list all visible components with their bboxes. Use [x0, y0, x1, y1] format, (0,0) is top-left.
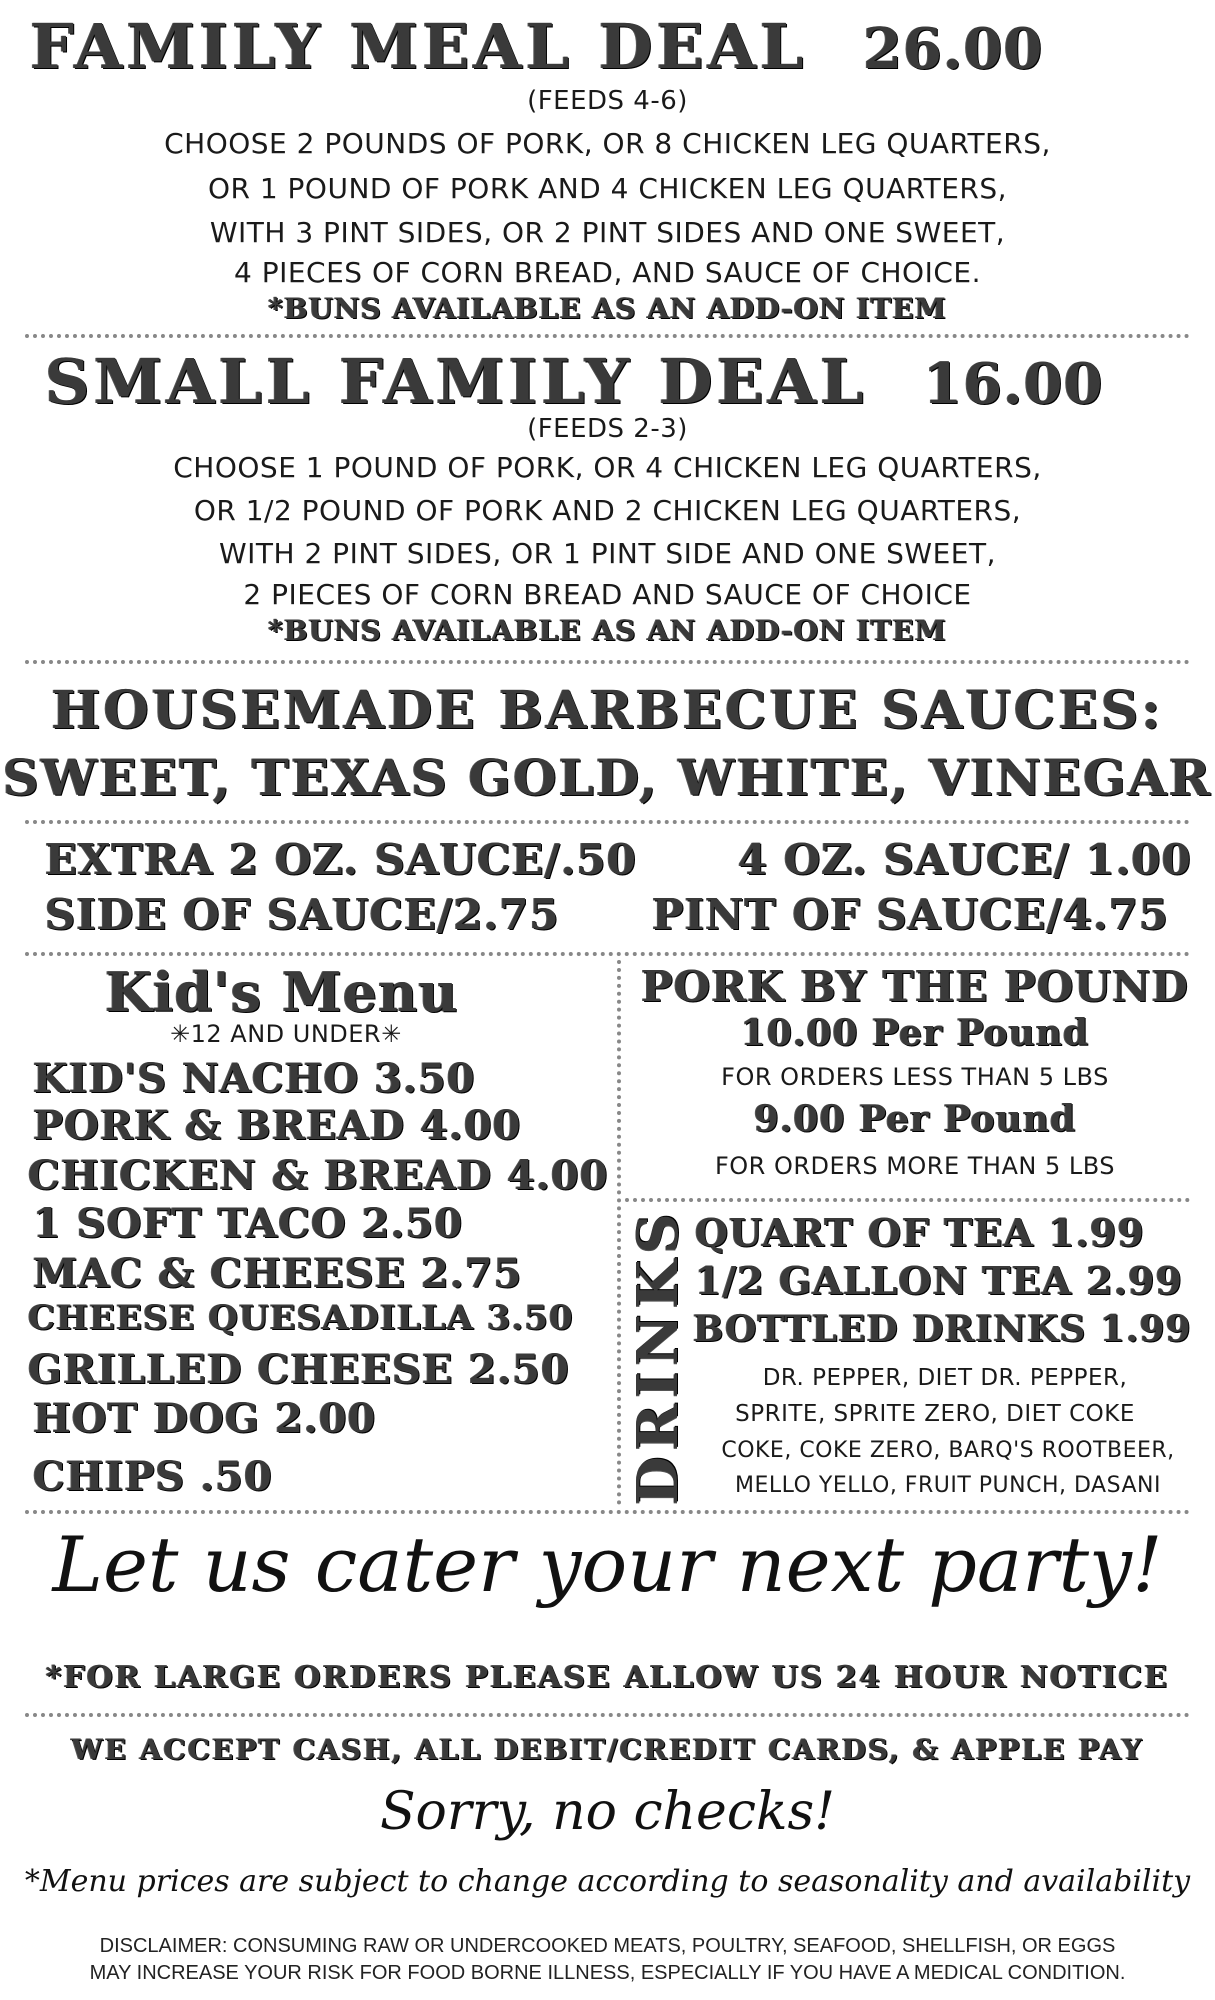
pork-price-2: 9.00 Per Pound: [753, 1098, 1077, 1140]
family-deal-line: CHOOSE 2 POUNDS OF PORK, OR 8 CHICKEN LEG QUARTERS,: [164, 127, 1051, 160]
drink-bottled-list: SPRITE, SPRITE ZERO, DIET COKE: [735, 1401, 1135, 1427]
small-deal-note: *BUNS AVAILABLE AS AN ADD-ON ITEM: [268, 614, 947, 647]
sauces-list: SWEET, TEXAS GOLD, WHITE, VINEGAR: [2, 748, 1213, 807]
divider: [25, 952, 1190, 956]
family-deal-feeds: (FEEDS 4-6): [527, 86, 688, 116]
divider: [25, 1510, 1190, 1514]
price-change-note: *Menu prices are subject to change according to seasonality and availability: [24, 1864, 1191, 1899]
sauces-title: HOUSEMADE BARBECUE SAUCES:: [51, 680, 1164, 741]
small-deal-line: CHOOSE 1 POUND OF PORK, OR 4 CHICKEN LEG QUARTERS,: [173, 451, 1042, 484]
family-deal-note: *BUNS AVAILABLE AS AN ADD-ON ITEM: [268, 292, 947, 325]
kids-item: PORK & BREAD 4.00: [33, 1102, 522, 1149]
drink-bottled-list: MELLO YELLO, FRUIT PUNCH, DASANI: [735, 1473, 1161, 1498]
divider: [25, 660, 1190, 664]
drink-item: BOTTLED DRINKS 1.99: [693, 1308, 1192, 1350]
catering-headline: Let us cater your next party!: [52, 1520, 1163, 1609]
drink-item: QUART OF TEA 1.99: [695, 1210, 1145, 1255]
kids-item: CHIPS .50: [33, 1453, 273, 1500]
kids-item: KID'S NACHO 3.50: [33, 1055, 476, 1102]
family-deal-line: 4 PIECES OF CORN BREAD, AND SAUCE OF CHOICE.: [233, 256, 981, 289]
payment-accepted: WE ACCEPT CASH, ALL DEBIT/CREDIT CARDS, & APPLE PAY: [71, 1733, 1144, 1766]
sauce-4oz: 4 OZ. SAUCE/ 1.00: [738, 835, 1192, 884]
kids-item: 1 SOFT TACO 2.50: [33, 1200, 464, 1247]
family-deal-title-row: [30, 10, 1190, 83]
small-deal-line: OR 1/2 POUND OF PORK AND 2 CHICKEN LEG QUARTERS,: [193, 494, 1022, 527]
family-deal-price: 26.00: [863, 16, 1044, 82]
kids-item: CHEESE QUESADILLA 3.50: [28, 1298, 574, 1338]
small-deal-feeds: (FEEDS 2-3): [527, 414, 688, 444]
small-deal-price: 16.00: [923, 351, 1104, 417]
small-deal-title-row: [45, 345, 1205, 418]
kids-item: MAC & CHEESE 2.75: [33, 1250, 523, 1297]
small-deal-title: SMALL FAMILY DEAL: [45, 345, 868, 418]
sauce-side: SIDE OF SAUCE/2.75: [45, 890, 560, 939]
pork-title: PORK BY THE POUND: [641, 962, 1189, 1011]
drink-item: 1/2 GALLON TEA 2.99: [695, 1258, 1183, 1303]
disclaimer-line-1: DISCLAIMER: CONSUMING RAW OR UNDERCOOKED MEATS, POULTRY, SEAFOOD, SHELLFISH, OR EGGS: [99, 1935, 1116, 1957]
family-deal-title: FAMILY MEAL DEAL: [30, 10, 808, 83]
small-deal-line: WITH 2 PINT SIDES, OR 1 PINT SIDE AND ONE SWEET,: [218, 537, 997, 570]
kids-item: GRILLED CHEESE 2.50: [28, 1346, 570, 1393]
kids-menu-subtitle: ✳12 AND UNDER✳: [170, 1020, 402, 1048]
drinks-label: DRINKS: [625, 1207, 691, 1505]
drink-bottled-list: DR. PEPPER, DIET DR. PEPPER,: [762, 1365, 1128, 1391]
family-deal-line: OR 1 POUND OF PORK AND 4 CHICKEN LEG QUARTERS,: [207, 172, 1008, 205]
catering-note: *FOR LARGE ORDERS PLEASE ALLOW US 24 HOUR NOTICE: [45, 1660, 1170, 1695]
disclaimer-line-2: MAY INCREASE YOUR RISK FOR FOOD BORNE ILLNESS, ESPECIALLY IF YOU HAVE A MEDICAL CONDITION.: [89, 1962, 1126, 1984]
drink-bottled-list: COKE, COKE ZERO, BARQ'S ROOTBEER,: [721, 1438, 1175, 1463]
pork-note-2: FOR ORDERS MORE THAN 5 LBS: [714, 1152, 1116, 1180]
divider: [25, 334, 1190, 338]
sauce-pint: PINT OF SAUCE/4.75: [652, 890, 1170, 939]
no-checks: Sorry, no checks!: [379, 1782, 836, 1842]
pork-note-1: FOR ORDERS LESS THAN 5 LBS: [721, 1063, 1109, 1091]
pork-price-1: 10.00 Per Pound: [740, 1012, 1090, 1054]
kids-item: HOT DOG 2.00: [33, 1395, 377, 1442]
small-deal-line: 2 PIECES OF CORN BREAD AND SAUCE OF CHOICE: [243, 578, 972, 611]
vertical-divider: [617, 960, 621, 1505]
family-deal-line: WITH 3 PINT SIDES, OR 2 PINT SIDES AND ONE SWEET,: [209, 216, 1006, 249]
kids-item: CHICKEN & BREAD 4.00: [28, 1152, 609, 1199]
kids-menu-title: Kid's Menu: [105, 960, 459, 1024]
divider: [25, 820, 1190, 824]
divider: [625, 1198, 1190, 1202]
sauce-extra-2oz: EXTRA 2 OZ. SAUCE/.50: [45, 835, 637, 884]
divider: [25, 1713, 1190, 1717]
